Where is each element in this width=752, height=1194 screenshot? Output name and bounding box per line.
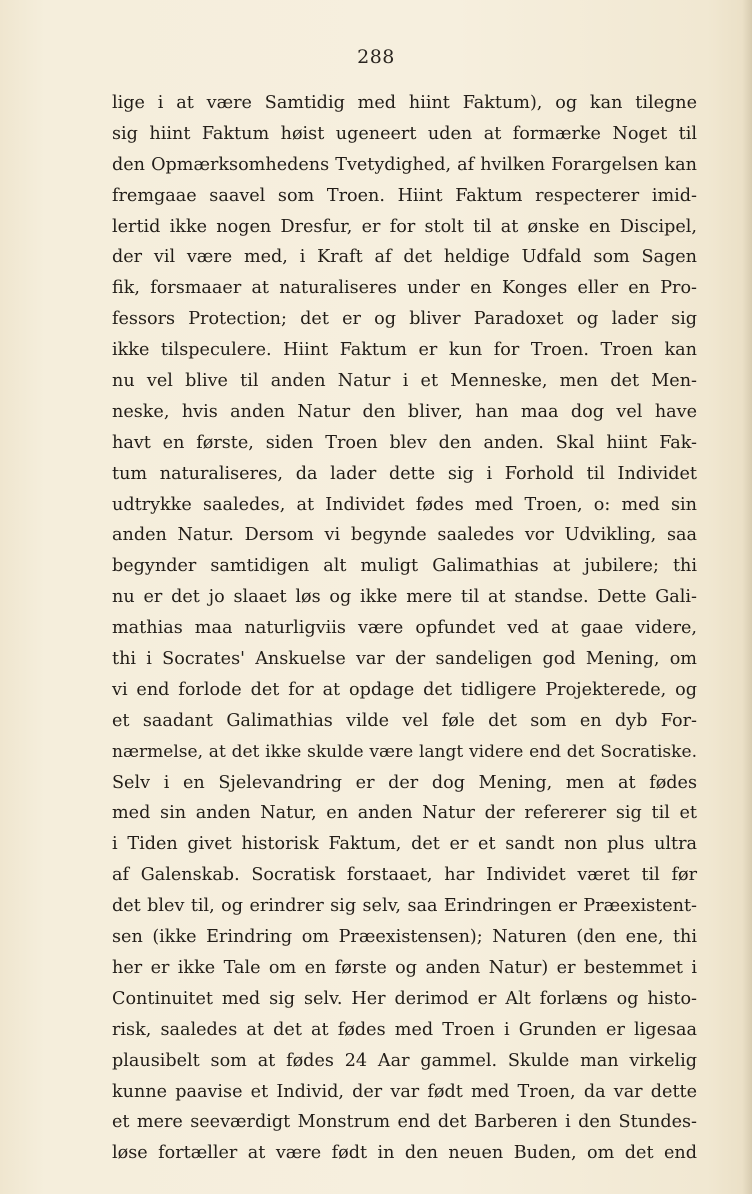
text-line: plausibelt som at fødes 24 Aar gammel. Skulde man virkelig (112, 1050, 697, 1071)
text-line: sig hiint Faktum høist ugeneert uden at formærke Noget til (112, 123, 697, 144)
text-line: den Opmærksomhedens Tvetydighed, af hvilken Forargelsen kan (112, 154, 697, 175)
text-line: nærmelse, at det ikke skulde være langt videre end det Socratiske. (112, 741, 697, 762)
text-line: fremgaae saavel som Troen. Hiint Faktum respecterer imid- (112, 185, 697, 206)
text-line: thi i Socrates' Anskuelse var der sandeligen god Mening, om (112, 649, 697, 670)
text-line: anden Natur. Dersom vi begynde saaledes vor Udvikling, saa (112, 525, 697, 546)
page-number: 288 (357, 46, 395, 68)
text-line: et saadant Galimathias vilde vel føle det som en dyb For- (112, 710, 697, 731)
text-line: et mere seeværdigt Monstrum end det Barberen i den Stundes- (112, 1112, 697, 1133)
text-line: løse fortæller at være født in den neuen Buden, om det end (112, 1143, 697, 1164)
text-line: havt en første, siden Troen blev den anden. Skal hiint Fak- (112, 432, 697, 453)
text-line: tum naturaliseres, da lader dette sig i Forhold til Individet (112, 463, 697, 484)
text-line: fik, forsmaaer at naturaliseres under en Konges eller en Pro- (112, 278, 697, 299)
text-line: Selv i en Sjelevandring er der dog Mening, men at fødes (112, 772, 697, 793)
text-line: her er ikke Tale om en første og anden Natur) er bestemmet i (112, 957, 697, 978)
body-text (112, 88, 697, 1169)
text-line: nu vel blive til anden Natur i et Menneske, men det Men- (112, 371, 697, 392)
text-line: risk, saaledes at det at fødes med Troen i Grunden er ligesaa (112, 1019, 697, 1040)
text-line: i Tiden givet historisk Faktum, det er et sandt non plus ultra (112, 834, 697, 855)
text-line: nu er det jo slaaet løs og ikke mere til at standse. Dette Gali- (112, 587, 697, 608)
text-line: lige i at være Samtidig med hiint Faktum), og kan tilegne (112, 93, 697, 113)
text-line: vi end forlode det for at opdage det tidligere Projekterede, og (112, 679, 697, 700)
text-line: mathias maa naturligviis være opfundet ved at gaae videre, (112, 618, 697, 639)
text-line: fessors Protection; det er og bliver Paradoxet og lader sig (112, 309, 697, 330)
text-line: ikke tilspeculere. Hiint Faktum er kun for Troen. Troen kan (112, 340, 697, 361)
text-line: det blev til, og erindrer sig selv, saa Erindringen er Præexistent- (112, 896, 697, 917)
page-edge-shadow (742, 0, 752, 1194)
text-line: af Galenskab. Socratisk forstaaet, har Individet været til før (112, 865, 697, 886)
text-line: kunne paavise et Individ, der var født med Troen, da var dette (112, 1081, 697, 1102)
text-line: udtrykke saaledes, at Individet fødes med Troen, o: med sin (112, 494, 697, 515)
text-line: sen (ikke Erindring om Præexistensen); Naturen (den ene, thi (112, 927, 697, 948)
text-line: begynder samtidigen alt muligt Galimathias at jubilere; thi (112, 556, 697, 577)
text-line: der vil være med, i Kraft af det heldige Udfald som Sagen (112, 247, 697, 268)
text-line: med sin anden Natur, en anden Natur der refererer sig til et (112, 803, 697, 824)
text-line: neske, hvis anden Natur den bliver, han maa dog vel have (112, 401, 697, 422)
text-line: lertid ikke nogen Dresfur, er for stolt til at ønske en Discipel, (112, 216, 697, 237)
text-line: Continuitet med sig selv. Her derimod er Alt forlæns og histo- (112, 988, 697, 1009)
